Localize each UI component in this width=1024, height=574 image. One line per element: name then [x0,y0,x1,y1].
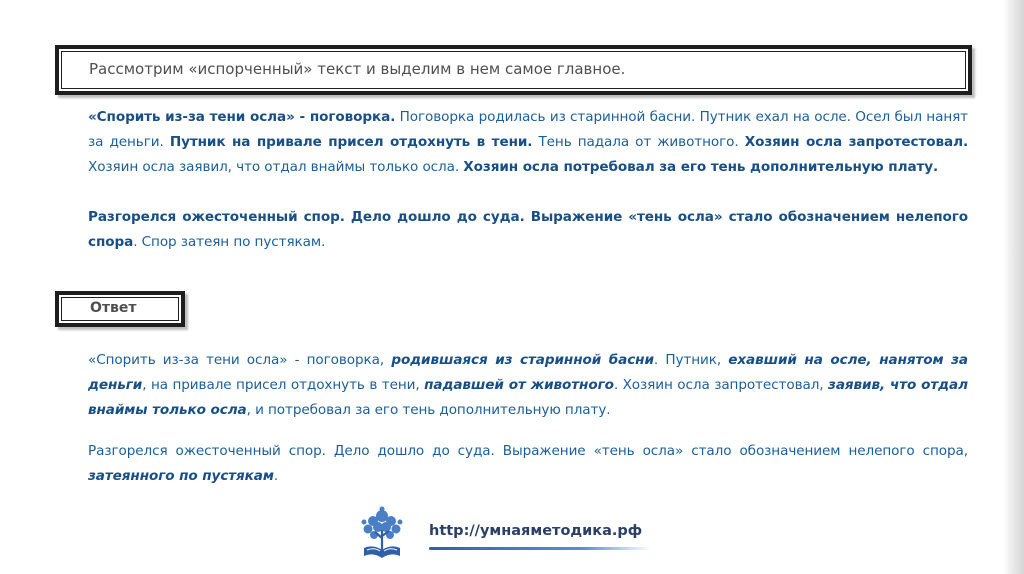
text-run: Тень падала от животного. [532,134,745,150]
emphasized-text: затеянного по пустякам [88,468,274,484]
text-run: . Спор затеян по пустякам. [133,234,326,250]
original-text-paragraph-1 [88,105,968,180]
emphasized-text: ехавший на осле, нанятом за деньги [88,352,968,393]
emphasized-text: родившаяся из старинной басни [391,352,654,368]
answer-label: Ответ [90,300,137,316]
emphasized-text: Хозяин осла запротестовал. [744,134,969,150]
emphasized-text: падавшей от животного [424,377,614,393]
original-text-paragraph-2 [88,205,968,255]
slide-edge-shadow [1003,0,1024,574]
emphasized-text: Хозяин осла потребовал за его тень дополнительную плату. [463,159,939,175]
answer-text-paragraph-1 [88,348,968,423]
text-run: . Путник, [653,352,729,368]
text-run: . Хозяин осла запротестовал, [613,377,829,393]
emphasized-text: Путник на привале присел отдохнуть в тени. [169,134,533,150]
text-run: Хозяин осла заявил, что отдал внаймы только осла. [88,159,464,175]
tree-book-icon [360,506,404,560]
emphasized-text: заявив, что отдал внаймы только осла [88,377,968,418]
task-title-box [55,45,972,95]
answer-label-box [55,291,185,327]
text-run: , на привале присел отдохнуть в тени, [142,377,425,393]
text-run: «Спорить из-за тени осла» - поговорка, [88,352,392,368]
url-underline [429,547,651,550]
emphasized-text: Разгорелся ожесточенный спор. Дело дошло до суда. Выражение «тень осла» стало обозначением нелепого спора [88,209,968,250]
answer-text-paragraph-2 [88,439,968,489]
text-run: Разгорелся ожесточенный спор. Дело дошло до суда. Выражение «тень осла» стало обозначением нелепого спора, [88,443,968,459]
emphasized-text: «Спорить из-за тени осла» - поговорка. [88,109,396,125]
text-run: , и потребовал за его тень дополнительную плату. [246,402,611,418]
task-title: Рассмотрим «испорченный» текст и выделим в нем самое главное. [89,60,626,78]
text-run: Поговорка родилась из старинной басни. Путник ехал на осле. Осел был нанят за деньги. [88,109,969,150]
text-run: . [273,468,279,484]
website-url[interactable]: http://умнаяметодика.рф [429,523,643,539]
